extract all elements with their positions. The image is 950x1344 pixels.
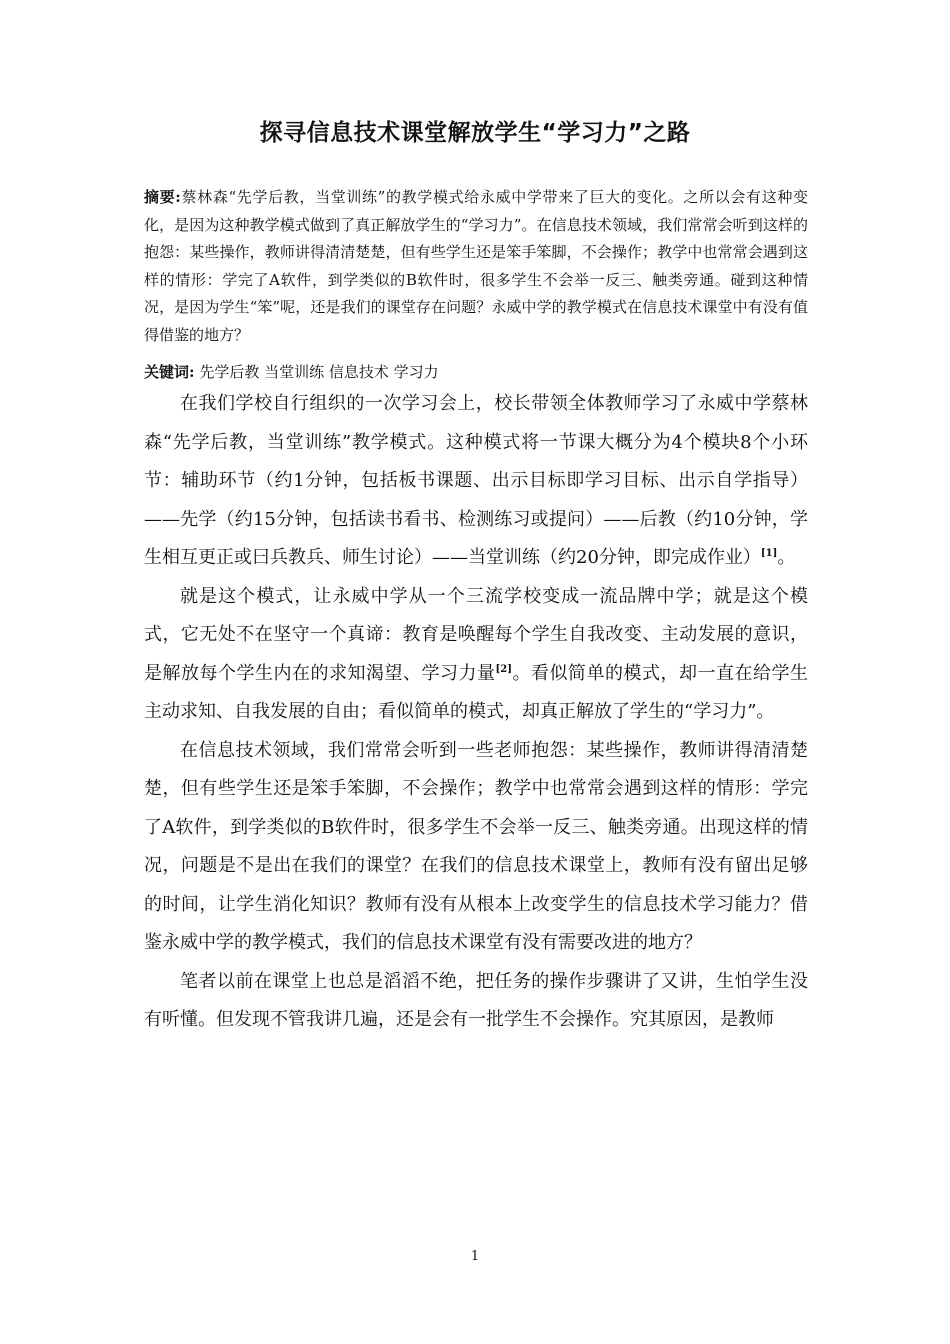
page-number: 1: [470, 1249, 480, 1264]
paragraph-2-text-b: 。看似简单的模式，却一直在给学生主动求知、自我发展的自由；看似简单的模式，却真正解放了学生的“学习力”。: [144, 662, 809, 722]
paragraph-2-text-a: 就是这个模式，让永威中学从一个三流学校变成一流品牌中学；就是这个模式，它无处不在坚守一个真谛：教育是唤醒每个学生自我改变、主动发展的意识，是解放每个学生内在的求知渴望、学习力量: [144, 585, 808, 684]
citation-1: [1]: [760, 548, 778, 559]
keywords: [144, 359, 808, 386]
paragraph-1-tail: 。: [777, 547, 796, 568]
abstract-text: 蔡林森“先学后教，当堂训练”的教学模式给永威中学带来了巨大的变化。之所以会有这种变化，是因为这种教学模式做到了真正解放学生的“学习力”。在信息技术领域，我们常常会听到这样的抱怨：某些操作，教师讲得清清楚楚，但有些学生还是笨手笨脚，不会操作；教学中也常常会遇到这样的情形：学完了A软件，到学类似的B软件时，很多学生不会举一反三、触类旁通。碰到这种情况，是因为学生“笨”呢，还是我们的课堂存在问题？永威中学的教学模式在信息技术课堂中有没有值得借鉴的地方？: [144, 188, 809, 344]
abstract-label: 摘要:: [144, 188, 181, 206]
paragraph-4: 笔者以前在课堂上也总是滔滔不绝，把任务的操作步骤讲了又讲，生怕学生没有听懂。但发现不管我讲几遍，还是会有一批学生不会操作。究其原因，是教师: [144, 970, 808, 1030]
citation-2: [2]: [495, 663, 512, 675]
paragraph-1: [144, 385, 808, 578]
paper-title: 探寻信息技术课堂解放学生“学习力”之路: [259, 120, 691, 146]
body-text: [144, 385, 808, 1040]
keywords-label: 关键词:: [144, 363, 195, 381]
paragraph-1-text: 在我们学校自行组织的一次学习会上，校长带领全体教师学习了永威中学蔡林森“先学后教，当堂训练”教学模式。这种模式将一节课大概分为4个模块8个小环节：辅助环节（约1分钟，包括板书课题、出示目标即学习目标、出示自学指导）——先学（约15分钟，包括读书看书、检测练习或提问）——后教（约10分钟，学生相互更正或曰兵教兵、师生讨论）——当堂训练（约20分钟，即完成作业）: [144, 393, 808, 568]
paragraph-3: 在信息技术领域，我们常常会听到一些老师抱怨：某些操作，教师讲得清清楚楚，但有些学生还是笨手笨脚，不会操作；教学中也常常会遇到这样的情形：学完了A软件，到学类似的B软件时，很多学生不会举一反三、触类旁通。出现这样的情况，问题是不是出在我们的课堂？在我们的信息技术课堂上，教师有没有留出足够的时间，让学生消化知识？教师有没有从根本上改变学生的信息技术学习能力？借鉴永威中学的教学模式，我们的信息技术课堂有没有需要改进的地方？: [144, 739, 808, 953]
keywords-text: 先学后教 当堂训练 信息技术 学习力: [199, 363, 439, 381]
abstract: [144, 184, 808, 350]
paragraph-2: [144, 578, 808, 732]
